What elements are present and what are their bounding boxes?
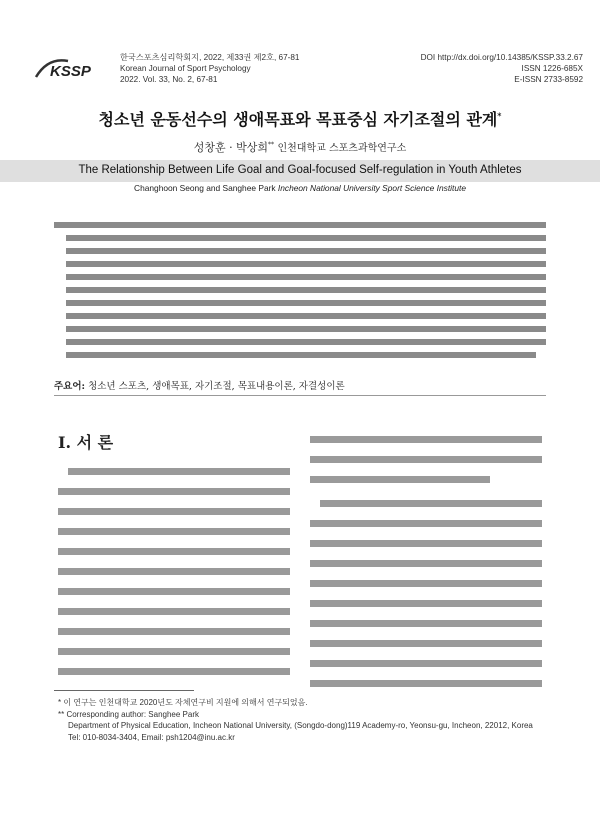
- title-mark: *: [497, 110, 502, 121]
- journal-line-en: Korean Journal of Sport Psychology: [120, 64, 251, 73]
- section-title: I. 서 론: [58, 433, 114, 452]
- journal-logo: [34, 55, 100, 81]
- journal-volume: 2022. Vol. 33, No. 2, 67-81: [120, 75, 218, 84]
- journal-ids: [373, 52, 583, 85]
- paper-title-en: The Relationship Between Life Goal and Goal-focused Self-regulation in Youth Athletes: [78, 164, 522, 176]
- body-column-left: [58, 462, 290, 687]
- divider: [54, 395, 546, 396]
- keywords-label: 주요어:: [54, 381, 86, 392]
- authors-ko: [0, 139, 600, 155]
- affiliation-en: Incheon National University Sport Science Institute: [277, 183, 466, 193]
- author-names-ko: 성창훈 · 박상희: [193, 141, 268, 154]
- author-mark: **: [267, 141, 274, 149]
- paper-title-ko: [0, 107, 600, 130]
- footnote-corresponding: ** Corresponding author: Sanghee Park: [58, 709, 199, 719]
- footnote-contact: Tel: 010-8034-3404, Email: psh1204@inu.ac.kr: [68, 732, 235, 742]
- footnotes: [58, 697, 548, 743]
- left-column-text-lines: [58, 462, 290, 687]
- journal-line-ko: 한국스포츠심리학회지, 2022, 제33권 제2호, 67-81: [120, 53, 300, 62]
- footnote-address: Department of Physical Education, Incheon National University, (Songdo-dong)119 Academy-ro, Yeonsu-gu, Incheon, 22012, Korea: [68, 721, 533, 730]
- affiliation-ko: 인천대학교 스포츠과학연구소: [277, 143, 407, 154]
- svg-text:KSSP: KSSP: [50, 63, 91, 80]
- authors-en: [0, 183, 600, 193]
- keywords-text: 청소년 스포츠, 생애목표, 자기조절, 목표내용이론, 자결성이론: [88, 381, 345, 392]
- abstract-block: [54, 218, 546, 368]
- footnote-funding: * 이 연구는 인천대학교 2020년도 자체연구비 지원에 의해서 연구되었음.: [58, 698, 308, 707]
- author-names-en: Changhoon Seong and Sanghee Park: [134, 183, 276, 193]
- footnote-divider: [54, 690, 194, 691]
- issn: ISSN 1226-685X: [521, 64, 583, 73]
- keywords: [54, 378, 546, 392]
- title-ko-text: 청소년 운동선수의 생애목표와 목표중심 자기조절의 관계: [98, 110, 498, 129]
- abstract-text-lines: [54, 218, 546, 368]
- right-column-text-lines: [310, 430, 542, 688]
- doi-link[interactable]: DOI http://dx.doi.org/10.14385/KSSP.33.2.67: [420, 53, 583, 62]
- eissn: E-ISSN 2733-8592: [514, 75, 583, 84]
- body-column-right: [310, 430, 542, 688]
